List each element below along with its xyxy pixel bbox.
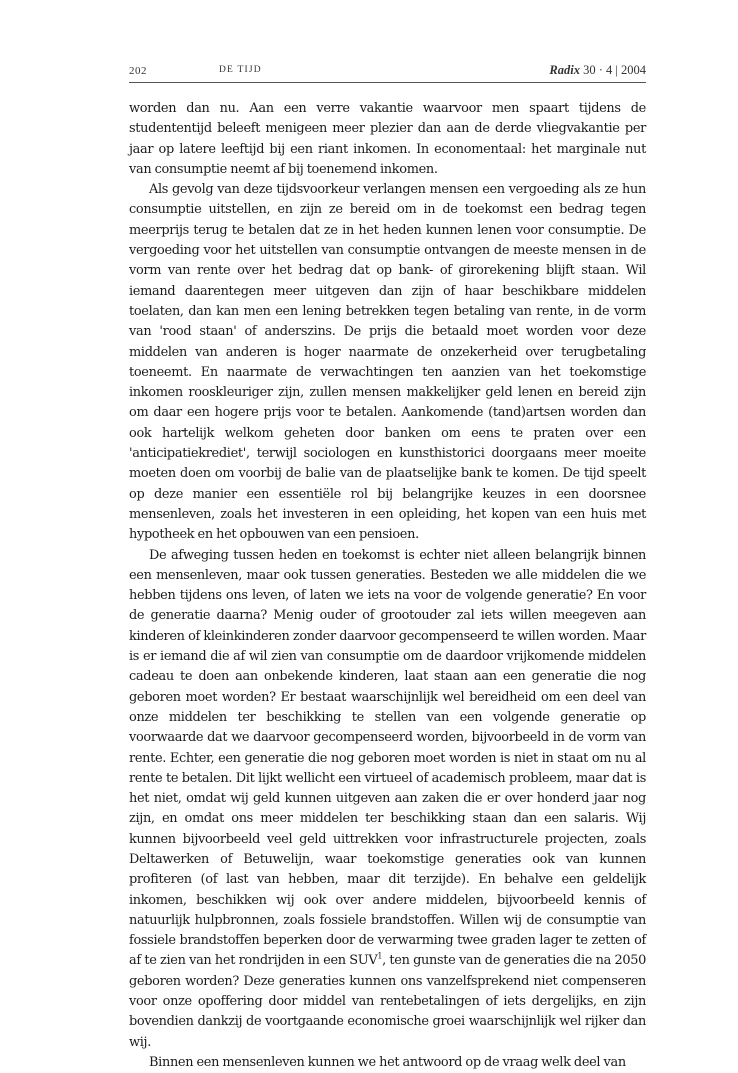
paragraph-2: Als gevolg van deze tijdsvoorkeur verlangen mensen een vergoeding als ze hun consumptie uitstellen, en zijn ze bereid om in de toekomst een bedrag tegen meerprijs terug te betalen dat ze in het heden kunnen lenen voor consumptie. De vergoeding voor het uitstellen van consumptie ontvangen de meeste mensen in de vorm van rente over het bedrag dat op bank- of girorekening blijft staan. Wil iemand daarentegen meer uitgeven dan zijn of haar beschikbare middelen toelaten, dan kan men een lening betrekken tegen betaling van rente, in de vorm van 'rood staan' of anderszins. De prijs die betaald moet worden voor deze middelen van anderen is hoger naarmate de onzekerheid over terugbetaling toeneemt. En naarmate de verwachtingen ten aanzien van het toekomstige inkomen rooskleuriger zijn, zullen mensen makkelijker geld lenen en bereid zijn om daar een hogere prijs voor te betalen. Aankomende (tand)artsen worden dan ook hartelijk welkom geheten door banken om eens te praten over een 'anticipatiekrediet', terwijl sociologen en kunsthistorici doorgaans meer moeite moeten doen om voorbij de balie van de plaatselijke bank te komen. De tijd speelt op deze manier een essentiële rol bij belangrijke keuzes in een doorsnee mensenleven, zoals het investeren in een opleiding, het kopen van een huis met hypotheek en het opbouwen van een pensioen. xyxy=(129,182,646,543)
journal-name: Radix xyxy=(549,63,580,77)
section-title: DE TIJD xyxy=(219,65,262,75)
header-rule xyxy=(129,82,646,83)
paragraph-3 xyxy=(129,546,646,1053)
paragraph-4: Binnen een mensenleven kunnen we het antwoord op de vraag welk deel van xyxy=(149,1054,626,1070)
paragraph-3-text: De afweging tussen heden en toekomst is echter niet alleen belangrijk binnen een mensenleven, maar ook tussen generaties. Besteden we alle middelen die we hebben tijdens ons leven, of laten we iets na voor de volgende generatie? En voor de generatie daarna? Menig ouder of grootouder zal iets willen meegeven aan kinderen of kleinkinderen zonder daarvoor gecompenseerd te willen worden. Maar is er iemand die af wil zien van consumptie om de daardoor vrijkomende middelen cadeau te doen aan onbekende kinderen, laat staan aan een generatie die nog geboren moet worden? Er bestaat waarschijnlijk wel bereidheid om een deel van onze middelen ter beschikking te stellen van een volgende generatie op voorwaarde dat we daarvoor gecompenseerd worden, bijvoorbeeld in de vorm van rente. Echter, een generatie die nog geboren moet worden is niet in staat om nu al rente te betalen. Dit lijkt wellicht een virtueel of academisch probleem, maar dat is het niet, omdat wij geld kunnen uitgeven aan zaken die er over honderd jaar nog zijn, en omdat ons meer middelen ter beschikking staan dan een salaris. Wij kunnen bijvoorbeeld veel geld uittrekken voor infrastructurele projecten, zoals Deltawerken of Betuwelijn, waar toekomstige generaties ook van kunnen profiteren (of last van hebben, maar dit terzijde). En behalve een geldelijk inkomen, beschikken wij ook over andere middelen, bijvoorbeeld kennis of natuurlijk hulpbronnen, zoals fossiele brandstoffen. Willen wij de consumptie van fossiele brandstoffen beperken door de verwarming twee graden lager te zetten of af te zien van het rondrijden in een SUV xyxy=(129,547,646,969)
journal-issue: 30 · 4 | 2004 xyxy=(583,63,646,77)
body-text xyxy=(129,99,646,1073)
journal-citation xyxy=(549,63,646,78)
paragraph-1: worden dan nu. Aan een verre vakantie waarvoor men spaart tijdens de studententijd beleeft menigeen meer plezier dan aan de derde vliegvakantie per jaar op latere leeftijd bij een riant inkomen. In economentaal: het marginale nut van consumptie neemt af bij toenemend inkomen. xyxy=(129,101,646,177)
paragraph-3-continuation: , ten gunste van de generaties die na 2050 geboren worden? Deze generaties kunnen ons vanzelfsprekend niet compenseren voor onze opoffering door middel van rentebetalingen of iets dergelijks, en zijn bovendien dankzij de voortgaande economische groei waarschijnlijk wel rijker dan wij. xyxy=(129,953,647,1050)
page-number: 202 xyxy=(129,65,147,77)
footnote-marker: 1 xyxy=(377,952,383,962)
running-header xyxy=(129,62,646,82)
